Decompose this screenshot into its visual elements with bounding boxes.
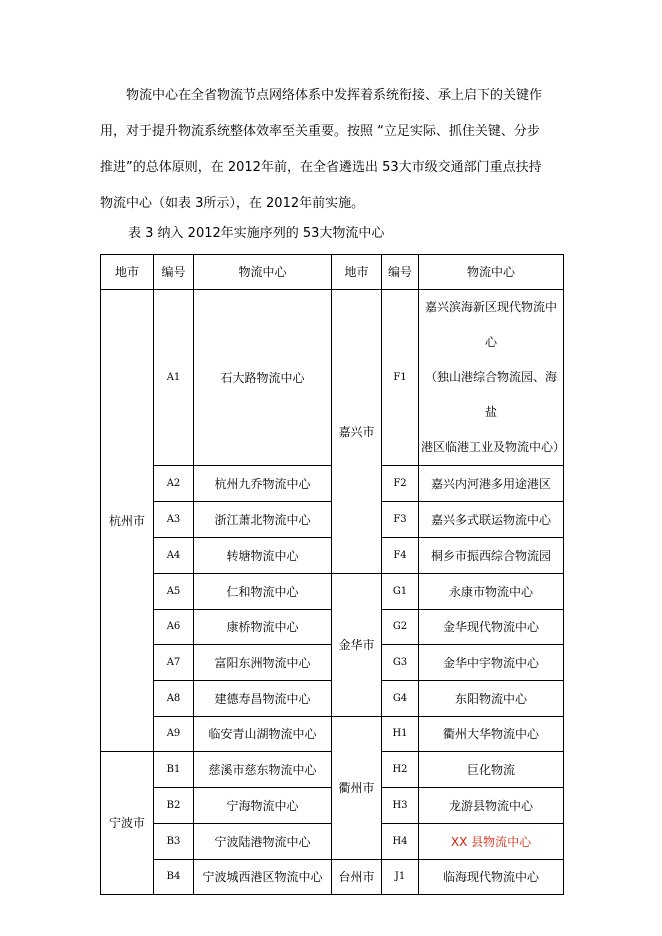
city-hangzhou: 杭州市 bbox=[101, 290, 154, 752]
code-cell: F3 bbox=[382, 502, 419, 538]
center-cell: 杭州九乔物流中心 bbox=[194, 466, 332, 502]
center-cell: 宁波陆港物流中心 bbox=[194, 824, 332, 860]
code-cell: G4 bbox=[382, 681, 419, 717]
code-cell: H1 bbox=[382, 717, 419, 752]
code-cell: B4 bbox=[154, 860, 194, 895]
paragraph-line: 推进”的总体原则，在 2012年前，在全省遴选出 53大市级交通部门重点扶持 bbox=[100, 160, 542, 175]
center-line: （独山港综合物流园、海盐 bbox=[424, 370, 557, 419]
paragraph-line: 物流中心在全省物流节点网络体系中发挥着系统衔接、承上启下的关键作 bbox=[126, 88, 543, 103]
header-city: 地市 bbox=[332, 255, 382, 290]
center-cell: 金华现代物流中心 bbox=[419, 610, 564, 645]
code-cell: G3 bbox=[382, 645, 419, 681]
center-line: 港区临港工业及物流中心） bbox=[421, 440, 566, 454]
code-cell: G1 bbox=[382, 574, 419, 610]
center-cell: 浙江萧北物流中心 bbox=[194, 502, 332, 538]
header-code: 编号 bbox=[382, 255, 419, 290]
center-cell: 永康市物流中心 bbox=[419, 574, 564, 610]
logistics-center-table bbox=[100, 254, 564, 895]
city-jinhua: 金华市 bbox=[332, 574, 382, 717]
table-row bbox=[101, 717, 564, 752]
center-cell: 仁和物流中心 bbox=[194, 574, 332, 610]
center-cell: 宁海物流中心 bbox=[194, 788, 332, 824]
code-cell: B2 bbox=[154, 788, 194, 824]
center-cell-multiline bbox=[419, 290, 564, 466]
center-cell: 转塘物流中心 bbox=[194, 538, 332, 574]
code-cell: J1 bbox=[382, 860, 419, 895]
code-cell: F2 bbox=[382, 466, 419, 502]
code-cell: A5 bbox=[154, 574, 194, 610]
intro-paragraph bbox=[100, 78, 562, 222]
code-cell: H2 bbox=[382, 752, 419, 788]
code-cell: H4 bbox=[382, 824, 419, 860]
header-center: 物流中心 bbox=[194, 255, 332, 290]
city-jiaxing: 嘉兴市 bbox=[332, 290, 382, 574]
center-cell: 临海现代物流中心 bbox=[419, 860, 564, 895]
city-taizhou: 台州市 bbox=[332, 860, 382, 895]
center-cell: 东阳物流中心 bbox=[419, 681, 564, 717]
center-cell: 巨化物流 bbox=[419, 752, 564, 788]
table-caption: 表 3 纳入 2012年实施序列的 53大物流中心 bbox=[128, 226, 385, 241]
code-cell: G2 bbox=[382, 610, 419, 645]
code-cell: A8 bbox=[154, 681, 194, 717]
header-center: 物流中心 bbox=[419, 255, 564, 290]
center-cell: 富阳东洲物流中心 bbox=[194, 645, 332, 681]
city-quzhou: 衢州市 bbox=[332, 717, 382, 860]
center-cell: 嘉兴内河港多用途港区 bbox=[419, 466, 564, 502]
center-cell: 龙游县物流中心 bbox=[419, 788, 564, 824]
paragraph-line: 物流中心（如表 3所示），在 2012年前实施。 bbox=[100, 196, 365, 211]
code-cell: A3 bbox=[154, 502, 194, 538]
table-header-row bbox=[101, 255, 564, 290]
paragraph-line: 用，对于提升物流系统整体效率至关重要。按照 “立足实际、抓住关键、分步 bbox=[100, 124, 540, 139]
code-cell: H3 bbox=[382, 788, 419, 824]
code-cell: B3 bbox=[154, 824, 194, 860]
table-row bbox=[101, 860, 564, 895]
code-cell: B1 bbox=[154, 752, 194, 788]
center-cell: 嘉兴多式联运物流中心 bbox=[419, 502, 564, 538]
center-cell: 石大路物流中心 bbox=[194, 290, 332, 466]
table-row bbox=[101, 290, 564, 466]
header-city: 地市 bbox=[101, 255, 154, 290]
center-cell-highlight: XX 县物流中心 bbox=[419, 824, 564, 860]
code-cell: A1 bbox=[154, 290, 194, 466]
code-cell: A2 bbox=[154, 466, 194, 502]
table-row bbox=[101, 574, 564, 610]
center-cell: 宁波城西港区物流中心 bbox=[194, 860, 332, 895]
center-cell: 临安青山湖物流中心 bbox=[194, 717, 332, 752]
center-line: 嘉兴滨海新区现代物流中心 bbox=[424, 300, 557, 349]
center-cell: 建德寿昌物流中心 bbox=[194, 681, 332, 717]
code-cell: A4 bbox=[154, 538, 194, 574]
center-cell: 衢州大华物流中心 bbox=[419, 717, 564, 752]
code-cell: F1 bbox=[382, 290, 419, 466]
header-code: 编号 bbox=[154, 255, 194, 290]
center-cell: 桐乡市振西综合物流园 bbox=[419, 538, 564, 574]
code-cell: F4 bbox=[382, 538, 419, 574]
code-cell: A9 bbox=[154, 717, 194, 752]
code-cell: A7 bbox=[154, 645, 194, 681]
center-cell: 慈溪市慈东物流中心 bbox=[194, 752, 332, 788]
code-cell: A6 bbox=[154, 610, 194, 645]
city-ningbo: 宁波市 bbox=[101, 752, 154, 895]
center-cell: 康桥物流中心 bbox=[194, 610, 332, 645]
center-cell: 金华中宇物流中心 bbox=[419, 645, 564, 681]
